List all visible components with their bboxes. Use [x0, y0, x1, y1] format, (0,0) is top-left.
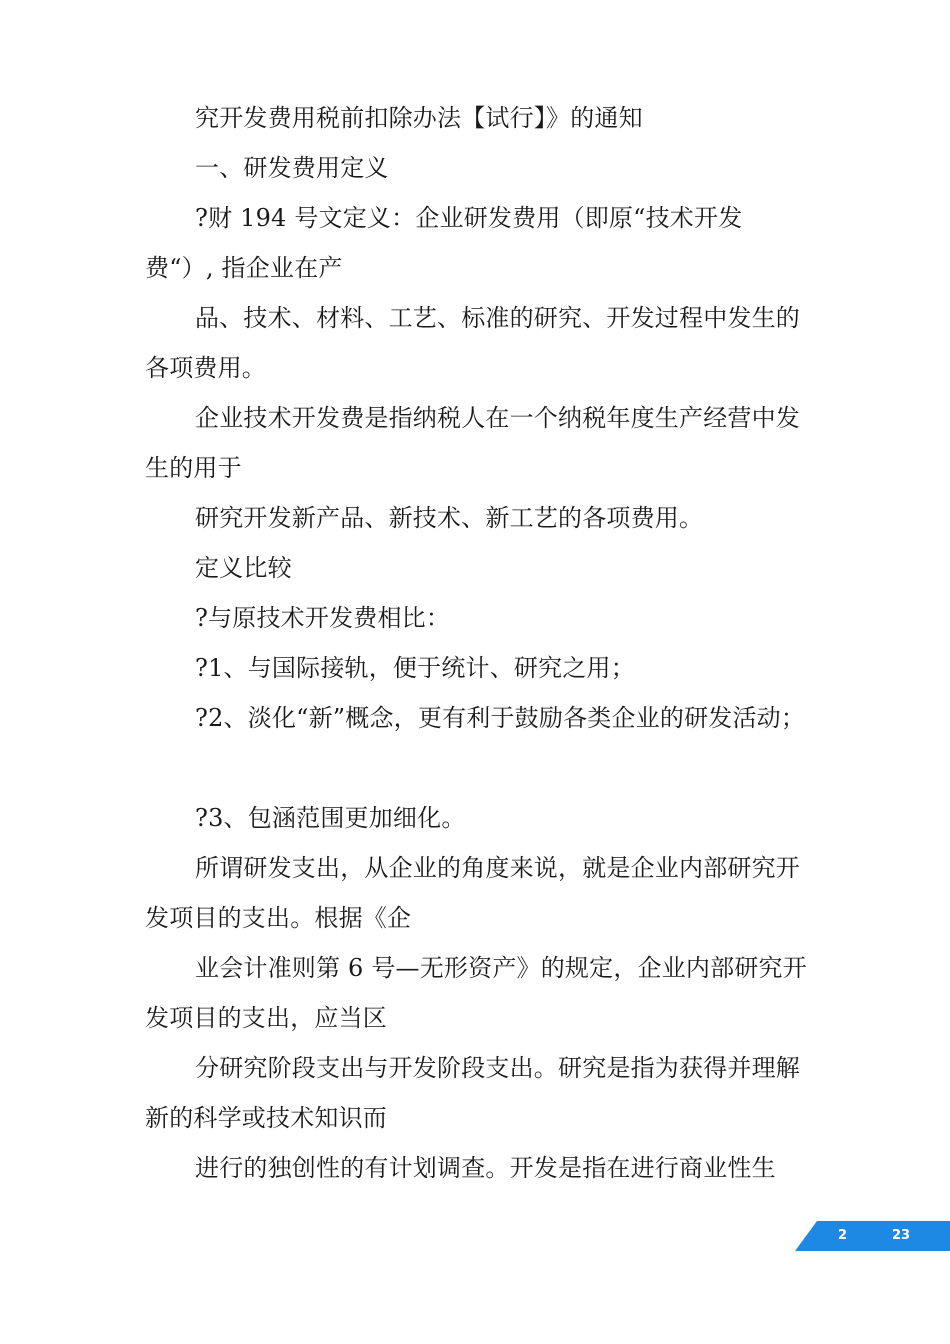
page-number-band [795, 1221, 950, 1251]
paragraph: 品、技术、材料、工艺、标准的研究、开发过程中发生的各项费用。 [145, 304, 800, 382]
page-number-total: 23 [892, 1228, 911, 1243]
paragraph: ?与原技术开发费相比： [195, 604, 451, 632]
page-number-current: 2 [838, 1228, 848, 1243]
paragraph: 业会计准则第 6 号—无形资产》的规定，企业内部研究开发项目的支出，应当区 [145, 954, 807, 1032]
paragraph: 研究开发新产品、新技术、新工艺的各项费用。 [195, 504, 704, 532]
paragraph: 分研究阶段支出与开发阶段支出。研究是指为获得并理解新的科学或技术知识而 [145, 1054, 800, 1132]
paragraph: 定义比较 [195, 554, 292, 582]
paragraph: 企业技术开发费是指纳税人在一个纳税年度生产经营中发生的用于 [145, 404, 800, 482]
paragraph: 究开发费用税前扣除办法【试行】》的通知 [195, 104, 643, 132]
section-heading: 一、研发费用定义 [195, 154, 389, 182]
paragraph: 所谓研发支出，从企业的角度来说，就是企业内部研究开发项目的支出。根据《企 [145, 854, 800, 932]
paragraph: 进行的独创性的有计划调查。开发是指在进行商业性生 [195, 1154, 776, 1182]
list-item: ?3、包涵范围更加细化。 [195, 804, 466, 832]
list-item: ?2、淡化“新”概念，更有利于鼓励各类企业的研发活动； [195, 704, 806, 732]
paragraph: ?财 194 号文定义：企业研发费用（即原“技术开发费“）, 指企业在产 [145, 204, 743, 282]
list-item: ?1、与国际接轨，便于统计、研究之用； [195, 654, 635, 682]
